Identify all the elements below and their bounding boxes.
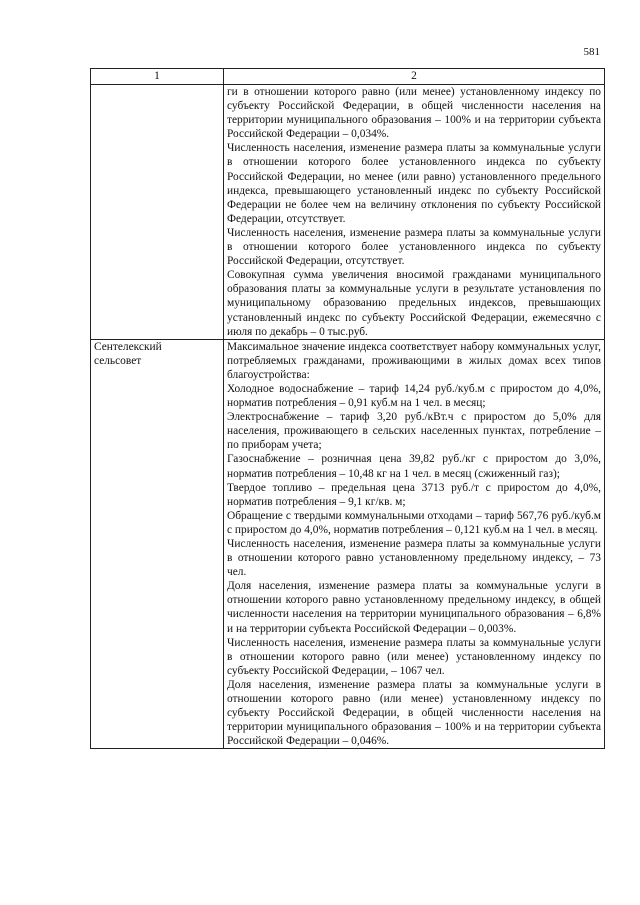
description-cell: [224, 85, 605, 340]
region-cell: [91, 339, 224, 749]
column-header-2: 2: [224, 69, 605, 85]
document-table: [90, 68, 605, 749]
page-number: 581: [583, 46, 600, 58]
table-header-row: [91, 69, 605, 85]
paragraph: Численность населения, изменение размера платы за коммунальные услуги в отношении которого равно (или менее) установленному индексу по субъекту Российской Федерации, – 1067 чел.: [227, 636, 601, 677]
region-name-line: сельсовет: [94, 354, 142, 367]
paragraph: Обращение с твердыми коммунальными отходами – тариф 567,76 руб./куб.м с приростом до 4,0%, норматив потребления – 0,121 куб.м на 1 чел. в месяц.: [227, 509, 601, 536]
paragraph: Доля населения, изменение размера платы за коммунальные услуги в отношении которого равно (или менее) установленному индексу по субъекту Российской Федерации, в общей численности населения на территории муниципального образования – 100% и на территории субъекта Российской Федерации – 0,046%.: [227, 678, 601, 748]
paragraph: Максимальное значение индекса соответствует набору коммунальных услуг, потребляемых гражданами, проживающими в жилых домах всех типов благоустройства:: [227, 340, 601, 381]
region-name-line: Сентелекский: [94, 340, 162, 353]
description-cell: [224, 339, 605, 749]
paragraph: Совокупная сумма увеличения вносимой гражданами муниципального образования платы за коммунальные услуги в результате установления по муниципальному образованию предельных индексов, превышающих установленный индекс по субъекту Российской Федерации, ежемесячно с июля по декабрь – 0 тыс.руб.: [227, 269, 601, 338]
column-header-1: 1: [91, 69, 224, 85]
region-cell: [91, 85, 224, 340]
table-row: [91, 339, 605, 749]
paragraph: Холодное водоснабжение – тариф 14,24 руб./куб.м с приростом до 4,0%, норматив потребления – 0,91 куб.м на 1 чел. в месяц;: [227, 382, 601, 410]
paragraph: Численность населения, изменение размера платы за коммунальные услуги в отношении которого равно установленному предельному индексу, – 73 чел.: [227, 538, 601, 579]
table-row: [91, 85, 605, 340]
paragraph: Газоснабжение – розничная цена 39,82 руб./кг с приростом до 3,0%, норматив потребления – 10,48 кг на 1 чел. в месяц (сжиженный газ);: [227, 453, 601, 480]
paragraph: Численность населения, изменение размера платы за коммунальные услуги в отношении которого более установленного индекса по субъекту Российской Федерации, отсутствует.: [227, 226, 601, 268]
paragraph: ги в отношении которого равно (или менее) установленному индексу по субъекту Российской Федерации, в общей численности населения на территории муниципального образования – 100% и на территории субъекта Российской Федерации – 0,034%.: [227, 86, 601, 141]
paragraph: Электроснабжение – тариф 3,20 руб./кВт.ч с приростом до 5,0% для населения, проживающего в сельских населенных пунктах, потребление – по приборам учета;: [227, 411, 601, 452]
paragraph: Твердое топливо – предельная цена 3713 руб./т с приростом до 4,0%, норматив потребления – 9,1 кг/кв. м;: [227, 481, 601, 508]
paragraph: Доля населения, изменение размера платы за коммунальные услуги в отношении которого равно установленному предельному индексу, в общей численности населения на территории муниципального образования – 6,8% и на территории субъекта Российской Федерации – 0,003%.: [227, 580, 601, 635]
paragraph: Численность населения, изменение размера платы за коммунальные услуги в отношении которого более установленного индекса по субъекту Российской Федерации, но менее (или равно) установленного предельного индекса, превышающего установленный индекс по субъекту Российской Федерации не более чем на величину отклонения по субъекту Российской Федерации, отсутствует.: [227, 142, 601, 225]
